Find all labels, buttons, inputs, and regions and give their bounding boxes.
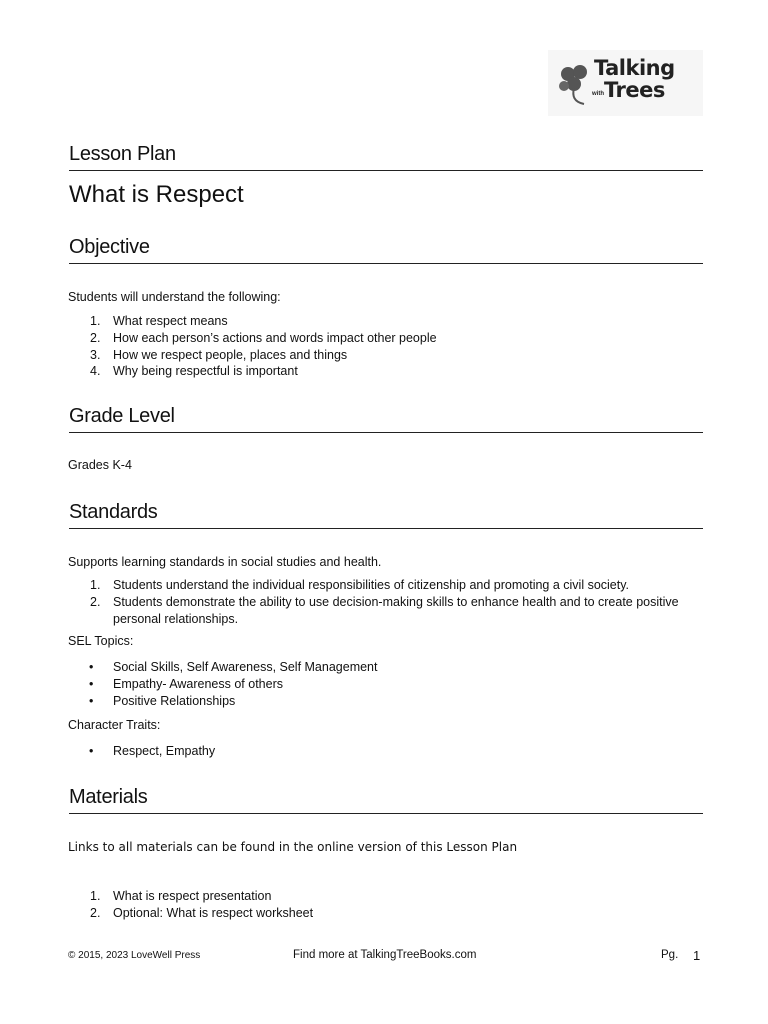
logo-text-with: with: [592, 91, 604, 97]
footer-copyright: © 2015, 2023 LoveWell Press: [68, 950, 201, 961]
list-item: 1. Students understand the individual responsibilities of citizenship and promoting a civil society.: [90, 578, 630, 592]
lesson-plan-heading: Lesson Plan: [69, 143, 703, 171]
footer-find-more: Find more at TalkingTreeBooks.com: [293, 949, 477, 961]
logo-text-talking: Talking: [594, 56, 675, 80]
character-traits-list: [68, 743, 708, 760]
page-title: What is Respect: [69, 181, 244, 208]
list-item: • Empathy- Awareness of others: [89, 676, 283, 691]
list-item: • Respect, Empathy: [89, 744, 216, 758]
materials-list: [68, 888, 708, 922]
list-item: 4. Why being respectful is important: [90, 364, 298, 379]
objective-heading: Objective: [69, 236, 703, 264]
standards-list: [68, 577, 698, 627]
sel-topics-label: SEL Topics:: [68, 634, 134, 648]
list-item: 1. What is respect presentation: [90, 889, 272, 903]
list-item: 2. Optional: What is respect worksheet: [90, 905, 314, 920]
grade-level-text: Grades K-4: [68, 458, 132, 472]
standards-intro: Supports learning standards in social studies and health.: [68, 555, 382, 569]
list-item: 1. What respect means: [90, 314, 228, 328]
sel-topics-list: [68, 659, 708, 709]
grade-level-heading: Grade Level: [69, 405, 703, 433]
character-traits-label: Character Traits:: [68, 718, 161, 732]
materials-heading: Materials: [69, 786, 703, 814]
clover-icon: [556, 62, 596, 108]
objective-list: [68, 313, 708, 380]
list-item: 2. Students demonstrate the ability to use decision-making skills to enhance health and to create positive personal relationships.: [90, 594, 679, 626]
list-item: 3. How we respect people, places and things: [90, 347, 348, 362]
standards-heading: Standards: [69, 501, 703, 529]
list-item: • Social Skills, Self Awareness, Self Management: [89, 660, 378, 674]
logo-text-trees: Trees: [604, 78, 665, 102]
materials-note: Links to all materials can be found in the online version of this Lesson Plan: [68, 840, 518, 854]
footer-page-number: 1: [693, 948, 701, 963]
objective-intro: Students will understand the following:: [68, 290, 281, 304]
list-item: 2. How each person’s actions and words impact other people: [90, 330, 437, 345]
talking-trees-logo: [548, 50, 703, 116]
footer-page-label: Pg.: [661, 949, 679, 961]
list-item: • Positive Relationships: [89, 693, 236, 708]
